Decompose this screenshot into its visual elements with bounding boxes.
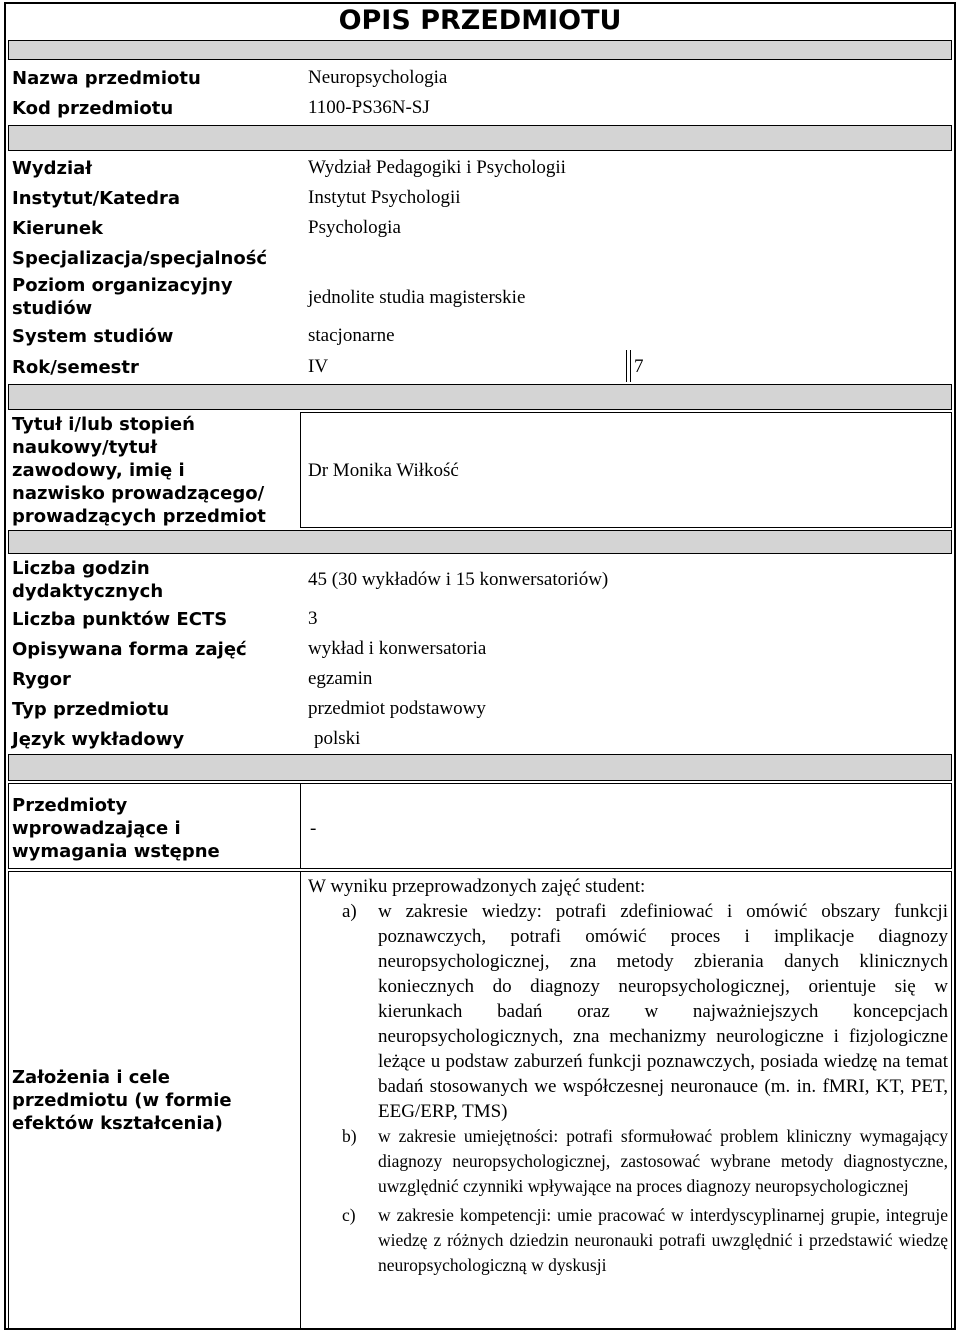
rok-label: Rok/semestr bbox=[12, 357, 139, 378]
separator-bar bbox=[8, 754, 952, 781]
prowadzacy-label-line4: nazwisko prowadzącego/ bbox=[12, 483, 265, 504]
outcome-marker: c) bbox=[342, 1205, 356, 1225]
zalozenia-label-line3: efektów kształcenia) bbox=[12, 1113, 223, 1134]
prowadzacy-label-line2: naukowy/tytuł bbox=[12, 437, 158, 458]
typ-label: Typ przedmiotu bbox=[12, 699, 170, 720]
outcome-item-competences bbox=[308, 1203, 948, 1278]
prowadzacy-label-line1: Tytuł i/lub stopień bbox=[12, 414, 195, 435]
instytut-value: Instytut Psychologii bbox=[308, 187, 461, 208]
godziny-label-line1: Liczba godzin bbox=[12, 558, 150, 579]
godziny-value: 45 (30 wykładów i 15 konwersatoriów) bbox=[308, 569, 609, 590]
outcome-text: w zakresie wiedzy: potrafi zdefiniować i omówić obszary funkcji poznawczych, potrafi omówić proces i implikacje diagnozy neuropsychologicznej, zna metody zbierania danych klinicznych koniecznych do diagnozy neuropsychologicznej, orientuje się w kierunkach badań oraz w najważniejszych koncepcjach neuropsychologicznych, zna mechanizmy neurologiczne i fizjologiczne leżące u podstaw zaburzeń funkcji poznawczych, posiada wiedzę na temat badań stosowanych we współczesnej neuronauce (m. in. fMRI, KT, PET, EEG/ERP, TMS) bbox=[378, 901, 948, 1122]
rok-semester-value: 7 bbox=[634, 356, 644, 377]
specjalizacja-label: Specjalizacja/specjalność bbox=[12, 248, 268, 269]
ects-value: 3 bbox=[308, 608, 318, 629]
wymagania-label-line1: Przedmioty bbox=[12, 795, 128, 816]
poziom-label-line2: studiów bbox=[12, 298, 93, 319]
wymagania-label-line3: wymagania wstępne bbox=[12, 841, 220, 862]
separator-bar bbox=[8, 530, 952, 554]
rok-year-value: IV bbox=[308, 356, 329, 377]
jezyk-value: polski bbox=[314, 728, 361, 749]
zalozenia-label-line1: Założenia i cele bbox=[12, 1067, 171, 1088]
nazwa-value: Neuropsychologia bbox=[308, 67, 448, 88]
typ-value: przedmiot podstawowy bbox=[308, 698, 486, 719]
kierunek-label: Kierunek bbox=[12, 218, 104, 239]
outcome-text: w zakresie umiejętności: potrafi sformułować problem kliniczny wymagający diagnozy neuropsychologicznej, zastosować wybrane metody diagnostyczne, uwzględnić czynniki wpływające na proces diagnozy neuropsychologicznej bbox=[378, 1126, 948, 1196]
separator-bar bbox=[8, 40, 952, 60]
outcome-text: w zakresie kompetencji: umie pracować w interdyscyplinarnej grupie, integruje wiedzę z różnych dziedzin neuronauki potrafi uwzględnić i przedstawić wiedzę neuropsychologiczną w dyskusji bbox=[378, 1205, 948, 1275]
instytut-label: Instytut/Katedra bbox=[12, 188, 180, 209]
jezyk-label: Język wykładowy bbox=[12, 729, 185, 750]
outcome-marker: a) bbox=[342, 901, 357, 922]
kod-label: Kod przedmiotu bbox=[12, 98, 174, 119]
column-divider bbox=[300, 783, 301, 869]
wymagania-label-line2: wprowadzające i bbox=[12, 818, 181, 839]
godziny-label-line2: dydaktycznych bbox=[12, 581, 164, 602]
learning-outcomes bbox=[308, 874, 948, 1278]
poziom-value: jednolite studia magisterskie bbox=[308, 287, 526, 308]
prowadzacy-value: Dr Monika Wiłkość bbox=[308, 460, 459, 481]
outcome-item-skills bbox=[308, 1124, 948, 1199]
outcomes-intro: W wyniku przeprowadzonych zajęć student: bbox=[308, 876, 646, 897]
system-label: System studiów bbox=[12, 326, 174, 347]
poziom-label-line1: Poziom organizacyjny bbox=[12, 275, 233, 296]
ects-label: Liczba punktów ECTS bbox=[12, 609, 228, 630]
kierunek-value: Psychologia bbox=[308, 217, 401, 238]
wymagania-value: - bbox=[310, 818, 317, 839]
rok-divider bbox=[626, 350, 627, 382]
rygor-label: Rygor bbox=[12, 669, 71, 690]
forma-label: Opisywana forma zajęć bbox=[12, 639, 247, 660]
outcome-marker: b) bbox=[342, 1126, 357, 1146]
zalozenia-label-line2: przedmiotu (w formie bbox=[12, 1090, 232, 1111]
kod-value: 1100-PS36N-SJ bbox=[308, 97, 430, 118]
rok-divider bbox=[630, 350, 631, 382]
prowadzacy-label-line5: prowadzących przedmiot bbox=[12, 506, 266, 527]
prowadzacy-label-line3: zawodowy, imię i bbox=[12, 460, 185, 481]
rygor-value: egzamin bbox=[308, 668, 373, 689]
separator-bar bbox=[8, 384, 952, 410]
outcome-item-knowledge bbox=[308, 899, 948, 1124]
wydzial-value: Wydział Pedagogiki i Psychologii bbox=[308, 157, 566, 178]
separator-bar bbox=[8, 125, 952, 151]
system-value: stacjonarne bbox=[308, 325, 395, 346]
document-title: OPIS PRZEDMIOTU bbox=[338, 5, 622, 36]
column-divider bbox=[300, 871, 301, 1330]
forma-value: wykład i konwersatoria bbox=[308, 638, 487, 659]
wydzial-label: Wydział bbox=[12, 158, 92, 179]
nazwa-label: Nazwa przedmiotu bbox=[12, 68, 201, 89]
